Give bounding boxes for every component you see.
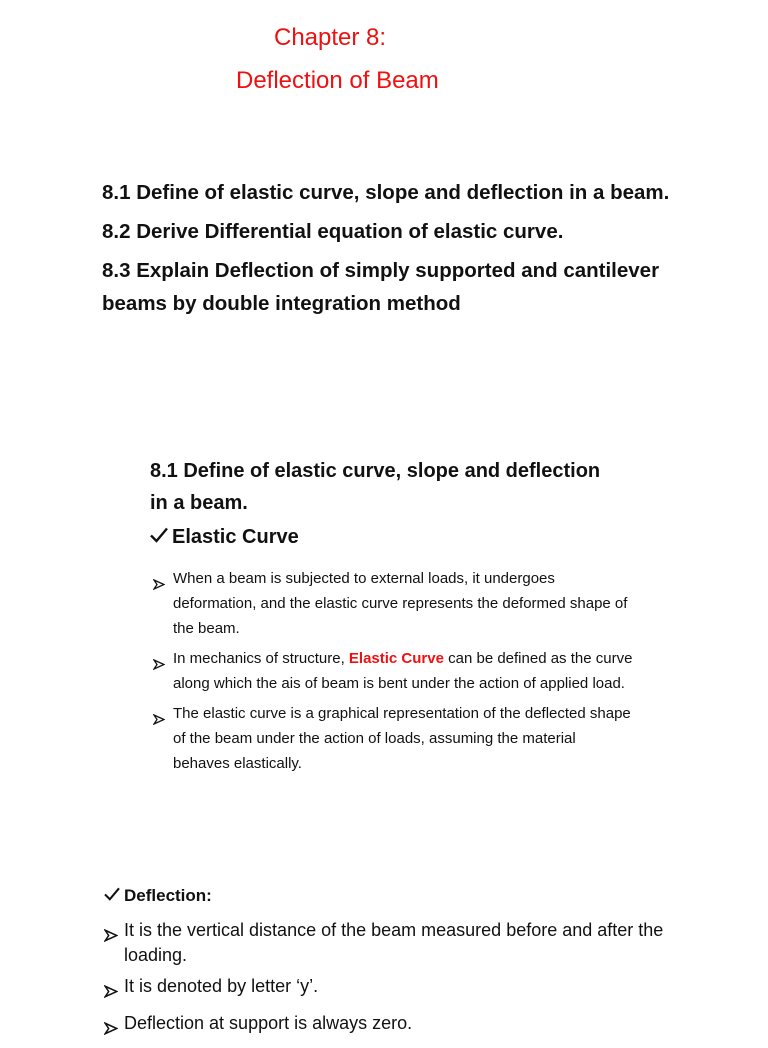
outline-item: 8.2 Derive Differential equation of elastic curve. [102, 220, 564, 243]
list-item-text: It is the vertical distance of the beam measured before and after the loading. [124, 920, 664, 965]
outline-item: 8.1 Define of elastic curve, slope and deflection in a beam. [102, 181, 670, 204]
outline-item: 8.3 Explain Deflection of simply supported and cantilever beams by double integration method [102, 259, 660, 315]
deflection-heading [104, 886, 212, 906]
list-item [104, 918, 694, 968]
arrow-bullet-icon [153, 653, 165, 678]
arrow-bullet-icon [104, 1017, 118, 1042]
list-item-text: When a beam is subjected to external loads, it undergoes deformation, and the elastic curve represents the deformed shape of the beam. [173, 570, 628, 637]
text-fragment: can be defined as the curve along which the ais of beam is bent under the action of applied load. [173, 650, 633, 692]
list-item-text: It is denoted by letter ‘y’. [124, 976, 319, 996]
arrow-bullet-icon [104, 980, 118, 1005]
check-mark-icon [104, 886, 120, 906]
section-heading: 8.1 Define of elastic curve, slope and deflection in a beam. [150, 460, 601, 514]
deflection-heading-text: Deflection: [124, 886, 212, 905]
elastic-curve-heading-text: Elastic Curve [172, 526, 299, 548]
check-mark-icon [150, 526, 168, 549]
chapter-number: Chapter 8: [274, 24, 387, 51]
elastic-curve-heading [150, 526, 299, 549]
chapter-title: Deflection of Beam [236, 67, 439, 94]
deflection-list [104, 918, 694, 1048]
list-item [104, 1011, 694, 1042]
arrow-bullet-icon [104, 924, 118, 949]
arrow-bullet-icon [153, 573, 165, 598]
arrow-bullet-icon [153, 708, 165, 733]
elastic-curve-list [153, 566, 633, 781]
list-item [153, 566, 633, 641]
chapter-outline [102, 176, 702, 326]
list-item-text: The elastic curve is a graphical representation of the deflected shape of the beam under the action of loads, assuming the material behaves elastically. [173, 705, 631, 772]
list-item [153, 646, 633, 696]
list-item-text: Deflection at support is always zero. [124, 1013, 413, 1033]
highlighted-term: Elastic Curve [348, 650, 444, 667]
list-item [153, 701, 633, 776]
text-fragment: In mechanics of structure, [173, 650, 349, 667]
list-item [104, 974, 694, 1005]
list-item-text [173, 646, 633, 696]
